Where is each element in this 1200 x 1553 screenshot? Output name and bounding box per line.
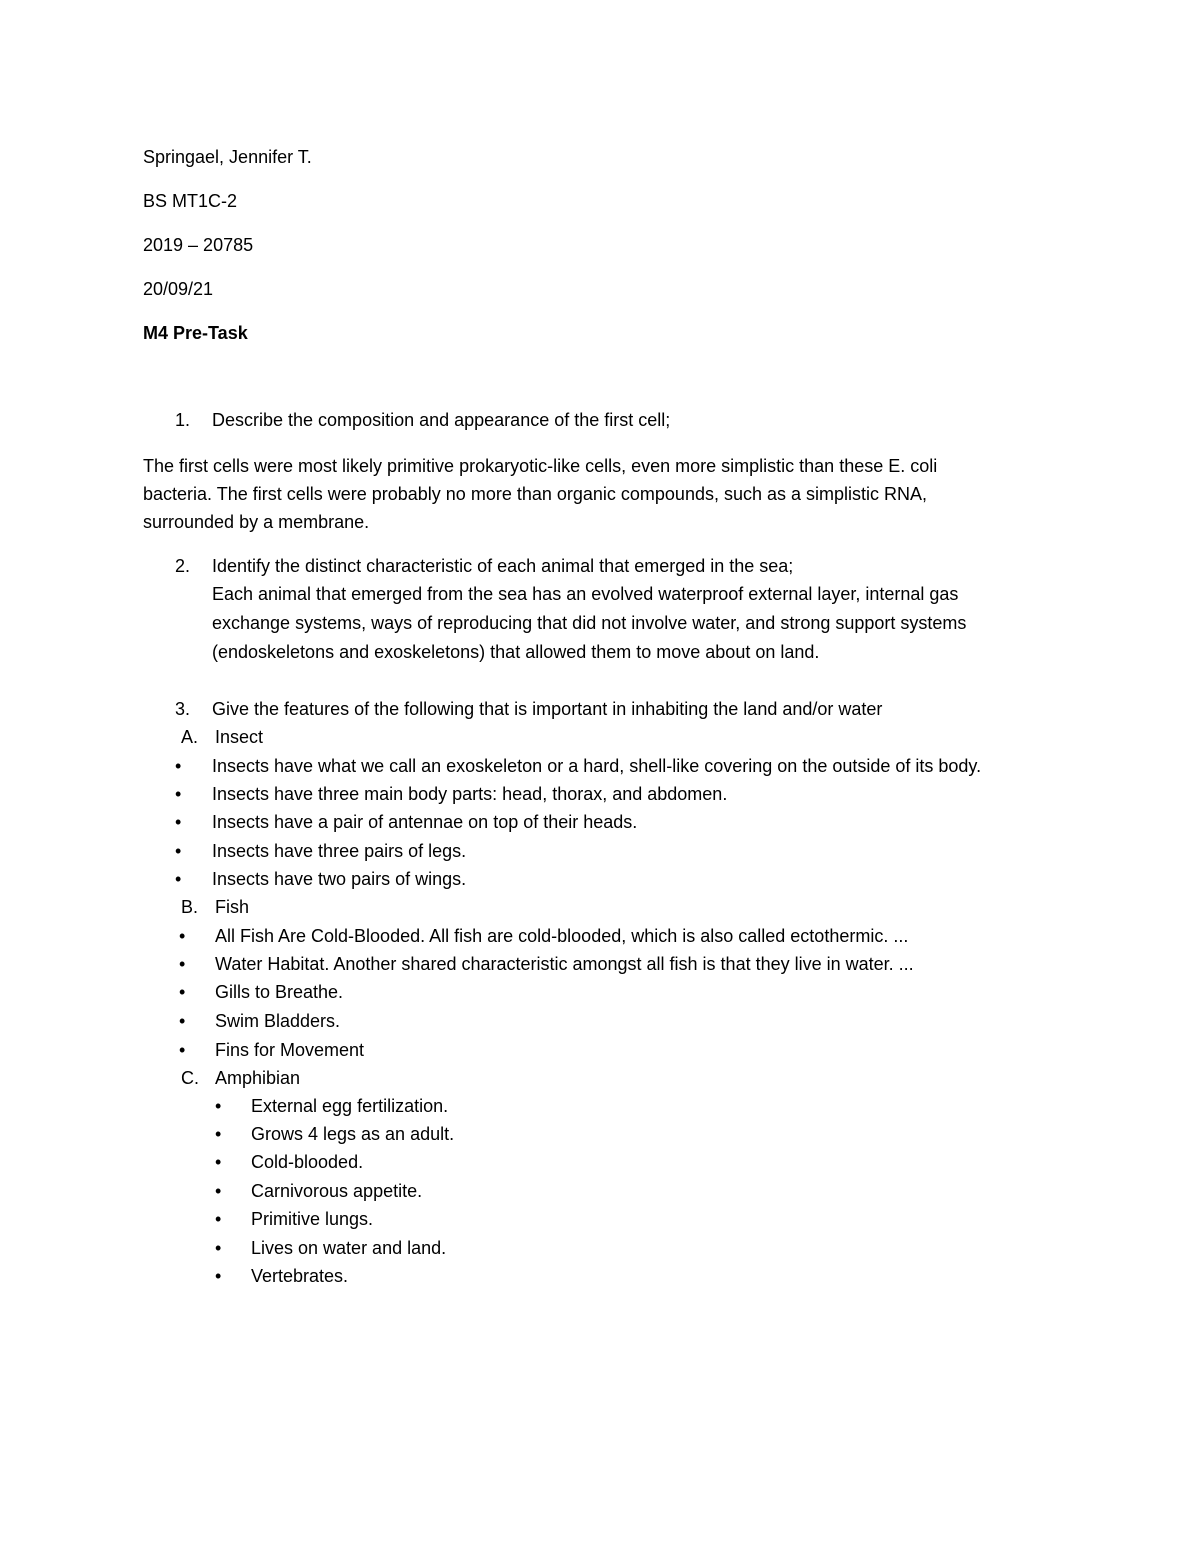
document-title: M4 Pre-Task [143, 323, 248, 343]
student-section: BS MT1C-2 [143, 191, 238, 211]
bullet-icon: • [179, 982, 186, 1002]
document-date: 20/09/21 [143, 279, 214, 299]
q2-answer-line: Each animal that emerged from the sea has an evolved waterproof external layer, internal gas [212, 584, 959, 604]
bullet-icon: • [175, 812, 182, 832]
bullet-icon: • [175, 756, 182, 776]
list-item: Primitive lungs. [251, 1209, 374, 1229]
bullet-icon: • [215, 1181, 222, 1201]
q3-question: Give the features of the following that is important in inhabiting the land and/or water [212, 699, 883, 719]
list-item: Lives on water and land. [251, 1238, 447, 1258]
bullet-icon: • [215, 1152, 222, 1172]
bullet-icon: • [175, 784, 182, 804]
list-item: Insects have what we call an exoskeleton or a hard, shell-like covering on the outside of its body. [212, 756, 982, 776]
bullet-icon: • [179, 1011, 186, 1031]
bullet-icon: • [215, 1238, 222, 1258]
list-item: Insects have two pairs of wings. [212, 869, 467, 889]
q3-group-letter: C. [181, 1068, 199, 1088]
q3-group-label: Insect [215, 727, 264, 747]
bullet-icon: • [175, 841, 182, 861]
q2-number: 2. [175, 556, 191, 576]
q1-question: Describe the composition and appearance of the first cell; [212, 410, 671, 430]
list-item: Vertebrates. [251, 1266, 349, 1286]
bullet-icon: • [175, 869, 182, 889]
list-item: Fins for Movement [215, 1040, 365, 1060]
q2-question: Identify the distinct characteristic of each animal that emerged in the sea; [212, 556, 794, 576]
q3-group-letter: A. [181, 727, 199, 747]
q2-answer-line: exchange systems, ways of reproducing that did not involve water, and strong support systems [212, 613, 967, 633]
q1-number: 1. [175, 410, 191, 430]
bullet-icon: • [215, 1209, 222, 1229]
student-id: 2019 – 20785 [143, 235, 254, 255]
list-item: Insects have a pair of antennae on top of their heads. [212, 812, 638, 832]
list-item: Gills to Breathe. [215, 982, 344, 1002]
list-item: Water Habitat. Another shared characteristic amongst all fish is that they live in water. ... [215, 954, 914, 974]
list-item: Insects have three pairs of legs. [212, 841, 467, 861]
q1-answer-line: bacteria. The first cells were probably no more than organic compounds, such as a simplistic RNA, [143, 484, 928, 504]
bullet-icon: • [215, 1124, 222, 1144]
list-item: Grows 4 legs as an adult. [251, 1124, 455, 1144]
list-item: Insects have three main body parts: head, thorax, and abdomen. [212, 784, 728, 804]
bullet-icon: • [215, 1266, 222, 1286]
q3-group-letter: B. [181, 897, 199, 917]
bullet-icon: • [179, 1040, 186, 1060]
bullet-icon: • [215, 1096, 222, 1116]
list-item: Cold-blooded. [251, 1152, 364, 1172]
bullet-icon: • [179, 926, 186, 946]
student-name: Springael, Jennifer T. [143, 147, 312, 167]
q3-number: 3. [175, 699, 191, 719]
list-item: External egg fertilization. [251, 1096, 449, 1116]
q3-group-label: Amphibian [215, 1068, 301, 1088]
q1-answer-line: surrounded by a membrane. [143, 512, 370, 532]
bullet-icon: • [179, 954, 186, 974]
list-item: Swim Bladders. [215, 1011, 341, 1031]
q3-group-label: Fish [215, 897, 250, 917]
q2-answer-line: (endoskeletons and exoskeletons) that allowed them to move about on land. [212, 642, 820, 662]
list-item: Carnivorous appetite. [251, 1181, 423, 1201]
list-item: All Fish Are Cold-Blooded. All fish are cold-blooded, which is also called ectothermic. ... [215, 926, 909, 946]
q1-answer-line: The first cells were most likely primitive prokaryotic-like cells, even more simplistic than these E. coli [143, 456, 938, 476]
